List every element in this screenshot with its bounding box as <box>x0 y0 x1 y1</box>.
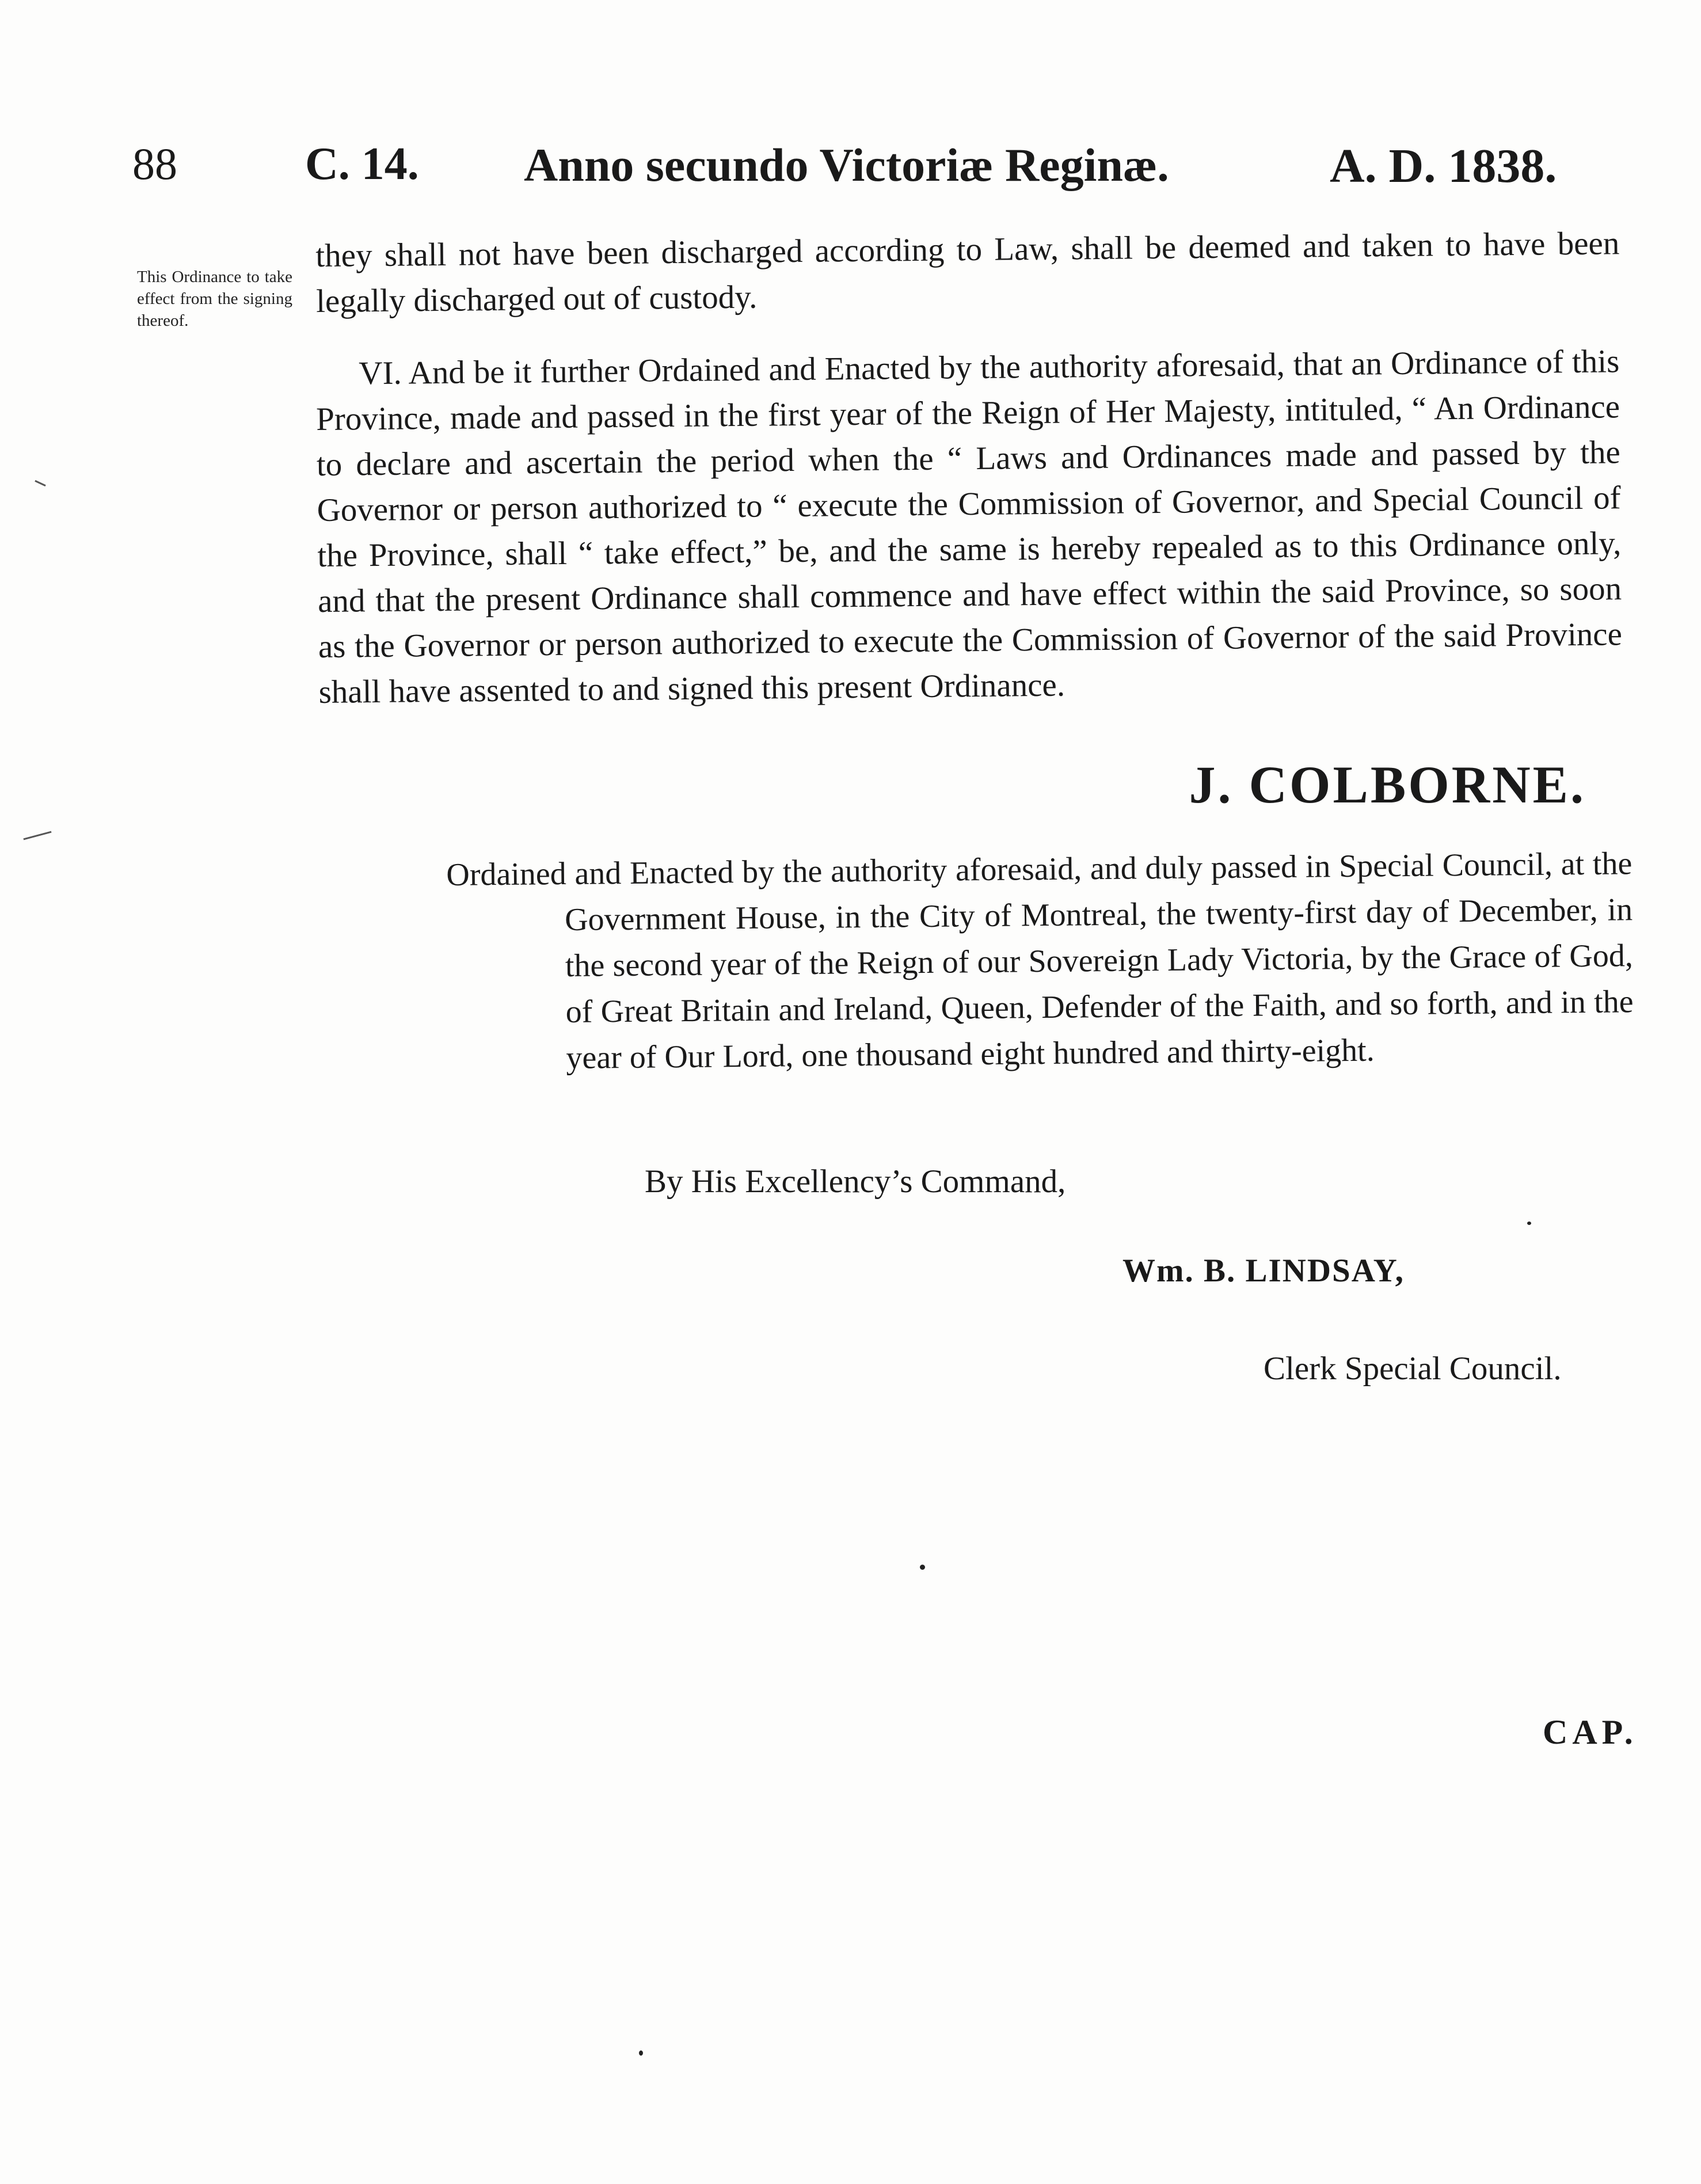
enactment-clause: Ordained and Enacted by the authority aforesaid, and duly passed in Special Council, at the Government House, in the City of Montreal, the twenty-first day of December, in the second year of the Reign of our Sovereign Lady Victoria, by the Grace of God, of Great Britain and Ireland, Queen, Defender of the Faith, and so forth, and in the year of Our Lord, one thousand eight hundred and thirty-eight. <box>446 846 1634 1076</box>
scan-mark <box>23 831 51 840</box>
scan-speck <box>920 1565 925 1570</box>
running-header <box>127 138 1623 207</box>
margin-note: This Ordinance to take effect from the signing thereof. <box>137 268 292 330</box>
clerk-title: Clerk Special Council. <box>1264 1350 1562 1387</box>
scan-speck <box>639 2050 643 2056</box>
running-title: Anno secundo Victoriæ Reginæ. <box>524 139 1169 191</box>
governor-signature: J. COLBORNE. <box>1189 755 1586 814</box>
scan-speck <box>1527 1222 1531 1225</box>
command-line: By His Excellency’s Command, <box>645 1163 1066 1200</box>
chapter-number: C. 14. <box>305 139 419 189</box>
page-number: 88 <box>132 139 177 189</box>
section-vi-paragraph: VI. And be it further Ordained and Enacted by the authority aforesaid, that an Ordinance of this Province, made and passed in the first year of the Reign of Her Majesty, intituled, “ An Ordinance to declare and ascertain the period when the “ Laws and Ordinances made and passed by the Governor or person authorized to “ execute the Commission of Governor, and Special Council of the Province, shall “ take effect,” be, and the same is hereby repealed as to this Ordinance only, and that the present Ordinance shall commence and have effect within the said Province, so soon as the Governor or person authorized to execute the Commission of Governor of the said Province shall have assented to and signed this present Ordinance. <box>315 343 1623 710</box>
year-heading: A. D. 1838. <box>1330 139 1557 193</box>
continued-paragraph: they shall not have been discharged according to Law, shall be deemed and taken to have been legally discharged out of custody. <box>315 225 1620 319</box>
scan-mark <box>35 480 45 486</box>
catchword: CAP. <box>1543 1713 1638 1751</box>
clerk-name: Wm. B. LINDSAY, <box>1122 1253 1405 1289</box>
